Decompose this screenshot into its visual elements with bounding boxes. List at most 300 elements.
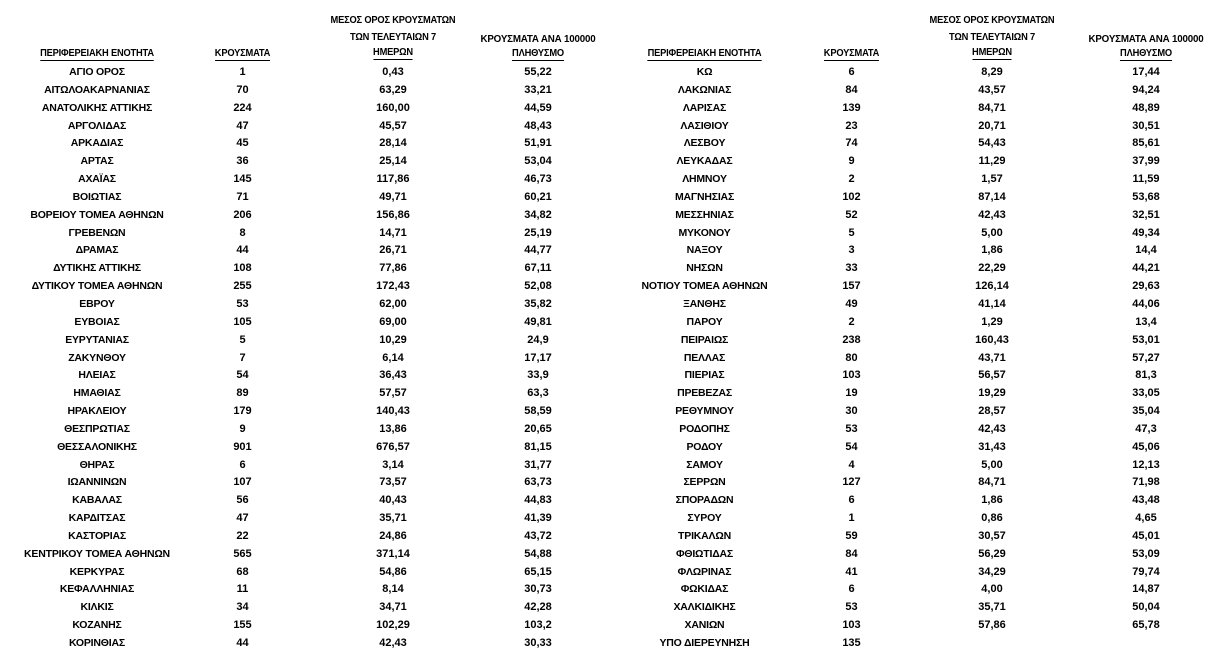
table-row	[0, 332, 610, 350]
avg-7day-cell: 57,86	[978, 619, 1006, 632]
table-row	[612, 599, 1222, 617]
avg-7day-cell: 77,86	[379, 262, 407, 275]
avg-7day-cell: 24,86	[379, 529, 407, 542]
table-row	[0, 385, 610, 403]
region-cell: ΚΕΝΤΡΙΚΟΥ ΤΟΜΕΑ ΑΘΗΝΩΝ	[24, 547, 170, 560]
table-row	[0, 492, 610, 510]
avg-7day-cell: 35,71	[978, 601, 1006, 614]
per-100k-cell: 50,04	[1132, 601, 1160, 614]
cases-cell: 157	[842, 280, 861, 293]
avg-7day-cell: 42,43	[978, 208, 1006, 221]
cases-cell: 4	[848, 458, 855, 471]
avg-7day-cell: 43,71	[978, 351, 1006, 364]
region-cell: ΠΕΙΡΑΙΩΣ	[680, 333, 729, 346]
avg-7day-cell: 156,86	[376, 208, 410, 221]
avg-7day-cell: 5,00	[981, 458, 1003, 471]
region-cell: ΠΙΕΡΙΑΣ	[684, 369, 725, 382]
region-cell: ΔΡΑΜΑΣ	[75, 244, 119, 257]
avg-7day-cell: 45,57	[379, 119, 407, 132]
table-row	[0, 457, 610, 475]
per-100k-cell: 81,3	[1135, 369, 1157, 382]
avg-7day-cell: 1,86	[981, 244, 1003, 257]
avg-header-line2: ΤΩΝ ΤΕΛΕΥΤΑΙΩΝ 7	[349, 32, 436, 43]
region-cell: ΣΑΜΟΥ	[686, 458, 723, 471]
per-100k-cell: 57,27	[1132, 351, 1160, 364]
region-cell: ΚΟΡΙΝΘΙΑΣ	[69, 637, 125, 649]
per100k-header-line2: ΠΛΗΘΥΣΜΟ	[1120, 48, 1172, 59]
per-100k-cell: 53,68	[1132, 190, 1160, 203]
avg-7day-cell: 0,86	[981, 512, 1003, 525]
per-100k-cell: 44,21	[1132, 262, 1160, 275]
cases-cell: 11	[236, 583, 249, 596]
region-cell: ΡΟΔΟΠΗΣ	[679, 422, 730, 435]
per-100k-cell: 48,43	[524, 119, 552, 132]
table-row	[0, 82, 610, 100]
cases-cell: 7	[239, 351, 246, 364]
per-100k-cell: 31,77	[524, 458, 552, 471]
avg-7day-cell: 1,57	[981, 173, 1003, 186]
table-row	[0, 207, 610, 225]
cases-cell: 127	[842, 476, 861, 489]
region-cell: ΗΜΑΘΙΑΣ	[73, 387, 121, 400]
region-cell: ΣΥΡΟΥ	[687, 512, 722, 525]
per-100k-cell: 43,48	[1132, 494, 1160, 507]
avg-7day-cell: 10,29	[379, 333, 407, 346]
region-cell: ΦΘΙΩΤΙΔΑΣ	[675, 547, 734, 560]
table-row	[0, 599, 610, 617]
region-cell: ΡΕΘΥΜΝΟΥ	[675, 405, 734, 418]
region-cell: ΜΕΣΣΗΝΙΑΣ	[675, 208, 734, 221]
region-cell: ΑΡΓΟΛΙΔΑΣ	[67, 119, 127, 132]
avg-7day-cell: 1,86	[981, 494, 1003, 507]
avg-7day-cell: 54,43	[978, 137, 1006, 150]
avg-header	[908, 15, 1075, 60]
table-row	[612, 367, 1222, 385]
per-100k-cell: 32,51	[1132, 208, 1160, 221]
cases-cell: 135	[842, 637, 861, 649]
per-100k-cell: 94,24	[1132, 83, 1160, 96]
avg-7day-cell: 40,43	[379, 494, 407, 507]
region-cell: ΘΗΡΑΣ	[79, 458, 115, 471]
avg-7day-cell: 6,14	[382, 351, 404, 364]
table-row	[0, 350, 610, 368]
avg-7day-cell: 3,14	[382, 458, 404, 471]
cases-cell: 84	[845, 83, 858, 96]
left-table-header	[0, 0, 610, 64]
per-100k-cell: 30,73	[524, 583, 552, 596]
per-100k-cell: 30,33	[524, 637, 552, 649]
table-row	[612, 492, 1222, 510]
region-cell: ΛΑΣΙΘΙΟΥ	[680, 119, 729, 132]
cases-cell: 103	[842, 619, 861, 632]
avg-7day-cell: 26,71	[379, 244, 407, 257]
per-100k-cell: 11,59	[1132, 173, 1160, 186]
region-cell: ΑΧΑΪΑΣ	[78, 173, 116, 186]
table-row	[612, 118, 1222, 136]
table-row	[0, 367, 610, 385]
avg-header-line2: ΤΩΝ ΤΕΛΕΥΤΑΙΩΝ 7	[948, 32, 1035, 43]
per-100k-cell: 33,05	[1132, 387, 1160, 400]
avg-7day-cell: 43,57	[978, 83, 1006, 96]
cases-cell: 56	[236, 494, 249, 507]
cases-cell: 238	[842, 333, 861, 346]
avg-header-line3: ΗΜΕΡΩΝ	[373, 47, 413, 58]
per-100k-cell: 29,63	[1132, 280, 1160, 293]
avg-7day-cell: 42,43	[978, 422, 1006, 435]
region-header: ΠΕΡΙΦΕΡΕΙΑΚΗ ΕΝΟΤΗΤΑ	[40, 48, 154, 59]
region-cell: ΚΟΖΑΝΗΣ	[72, 619, 122, 632]
cases-cell: 5	[239, 333, 246, 346]
region-cell: ΧΑΛΚΙΔΙΚΗΣ	[673, 601, 736, 614]
region-cell: ΑΡΤΑΣ	[80, 155, 114, 168]
region-cell: ΛΑΚΩΝΙΑΣ	[677, 83, 732, 96]
table-row	[0, 421, 610, 439]
cases-cell: 2	[848, 173, 855, 186]
cases-cell: 9	[239, 422, 246, 435]
per-100k-cell: 33,9	[527, 369, 549, 382]
cases-cell: 23	[845, 119, 858, 132]
avg-header-line1: ΜΕΣΟΣ ΟΡΟΣ ΚΡΟΥΣΜΑΤΩΝ	[330, 15, 456, 26]
avg-7day-cell: 84,71	[978, 101, 1006, 114]
table-row	[612, 278, 1222, 296]
region-cell: ΝΗΣΩΝ	[686, 262, 723, 275]
avg-7day-cell: 63,29	[379, 83, 407, 96]
per-100k-cell: 63,3	[527, 387, 549, 400]
cases-cell: 8	[239, 226, 246, 239]
cases-cell: 1	[239, 66, 246, 78]
avg-7day-cell: 35,71	[379, 512, 407, 525]
per-100k-cell: 42,28	[524, 601, 552, 614]
region-cell: ΝΟΤΙΟΥ ΤΟΜΕΑ ΑΘΗΝΩΝ	[641, 280, 768, 293]
table-row	[0, 635, 610, 653]
avg-7day-cell: 1,29	[981, 315, 1003, 328]
cases-cell: 102	[842, 190, 861, 203]
region-cell: ΤΡΙΚΑΛΩΝ	[678, 529, 731, 542]
per-100k-cell: 35,04	[1132, 405, 1160, 418]
region-cell: ΚΕΦΑΛΛΗΝΙΑΣ	[59, 583, 135, 596]
avg-7day-cell: 69,00	[379, 315, 407, 328]
cases-cell: 5	[848, 226, 855, 239]
cases-cell: 36	[236, 155, 249, 168]
per100k-header	[471, 33, 605, 61]
table-row	[612, 64, 1222, 82]
per-100k-cell: 48,89	[1132, 101, 1160, 114]
cases-cell: 54	[845, 440, 858, 453]
per-100k-cell: 53,01	[1132, 333, 1160, 346]
avg-7day-cell: 20,71	[978, 119, 1006, 132]
avg-7day-cell: 126,14	[975, 280, 1009, 293]
avg-7day-cell: 56,29	[978, 547, 1006, 560]
region-cell: ΚΑΡΔΙΤΣΑΣ	[68, 512, 126, 525]
cases-cell: 108	[233, 262, 252, 275]
avg-7day-cell: 8,14	[382, 583, 404, 596]
avg-7day-cell: 0,43	[382, 66, 404, 78]
per-100k-cell: 63,73	[524, 476, 552, 489]
per-100k-cell: 103,2	[524, 619, 552, 632]
cases-cell: 206	[233, 208, 252, 221]
per-100k-cell: 13,4	[1135, 315, 1157, 328]
per-100k-cell: 65,78	[1132, 619, 1160, 632]
table-row	[0, 546, 610, 564]
avg-7day-cell: 19,29	[978, 387, 1006, 400]
table-row	[0, 617, 610, 635]
cases-cell: 44	[236, 244, 249, 257]
table-row	[612, 617, 1222, 635]
per-100k-cell: 34,82	[524, 208, 552, 221]
region-cell: ΑΝΑΤΟΛΙΚΗΣ ΑΤΤΙΚΗΣ	[41, 101, 153, 114]
avg-7day-cell: 34,71	[379, 601, 407, 614]
cases-cell: 53	[236, 297, 249, 310]
cases-cell: 44	[236, 637, 249, 649]
avg-7day-cell: 30,57	[978, 529, 1006, 542]
cases-header: ΚΡΟΥΣΜΑΤΑ	[823, 48, 880, 59]
right-table-header	[612, 0, 1222, 64]
region-cell: ΞΑΝΘΗΣ	[683, 297, 726, 310]
cases-cell: 30	[845, 405, 858, 418]
per-100k-cell: 44,83	[524, 494, 552, 507]
region-cell: ΧΑΝΙΩΝ	[684, 619, 725, 632]
table-row	[612, 332, 1222, 350]
table-row	[612, 439, 1222, 457]
table-row	[0, 403, 610, 421]
table-row	[612, 100, 1222, 118]
table-row	[612, 296, 1222, 314]
avg-7day-cell: 34,29	[978, 565, 1006, 578]
region-cell: ΝΑΞΟΥ	[686, 244, 723, 257]
cases-cell: 9	[848, 155, 855, 168]
cases-cell: 2	[848, 315, 855, 328]
cases-cell: 19	[845, 387, 858, 400]
table-row	[612, 135, 1222, 153]
cases-cell: 1	[848, 512, 855, 525]
table-row	[612, 581, 1222, 599]
region-cell: ΗΛΕΙΑΣ	[78, 369, 116, 382]
cases-cell: 155	[233, 619, 252, 632]
cases-cell: 34	[236, 601, 249, 614]
region-cell: ΙΩΑΝΝΙΝΩΝ	[67, 476, 127, 489]
table-row	[612, 225, 1222, 243]
per-100k-cell: 49,34	[1132, 226, 1160, 239]
region-cell: ΛΕΣΒΟΥ	[683, 137, 726, 150]
cases-cell: 71	[236, 190, 249, 203]
cases-cell: 6	[239, 458, 246, 471]
cases-cell: 139	[842, 101, 861, 114]
per-100k-cell: 54,88	[524, 547, 552, 560]
cases-cell: 105	[233, 315, 252, 328]
avg-7day-cell: 160,00	[376, 101, 410, 114]
table-row	[612, 260, 1222, 278]
region-cell: ΥΠΟ ΔΙΕΡΕΥΝΗΣΗ	[659, 637, 750, 649]
table-row	[0, 189, 610, 207]
cases-cell: 41	[845, 565, 858, 578]
avg-7day-cell: 102,29	[376, 619, 410, 632]
table-row	[0, 474, 610, 492]
avg-7day-cell: 41,14	[978, 297, 1006, 310]
cases-cell: 107	[233, 476, 252, 489]
region-cell: ΚΕΡΚΥΡΑΣ	[69, 565, 125, 578]
region-cell: ΠΑΡΟΥ	[686, 315, 723, 328]
per-100k-cell: 46,73	[524, 173, 552, 186]
cases-cell: 70	[236, 83, 249, 96]
per-100k-cell: 52,08	[524, 280, 552, 293]
avg-7day-cell: 28,14	[379, 137, 407, 150]
table-row	[612, 510, 1222, 528]
per-100k-cell: 55,22	[524, 66, 552, 78]
avg-7day-cell: 11,29	[978, 155, 1006, 168]
cases-cell: 89	[236, 387, 249, 400]
avg-7day-cell: 31,43	[978, 440, 1006, 453]
region-cell: ΣΕΡΡΩΝ	[683, 476, 726, 489]
avg-7day-cell: 62,00	[379, 297, 407, 310]
per-100k-cell: 20,65	[524, 422, 552, 435]
per100k-header-line1: ΚΡΟΥΣΜΑΤΑ ΑΝΑ 100000	[480, 33, 596, 45]
per-100k-cell: 4,65	[1135, 512, 1157, 525]
region-cell: ΕΥΡΥΤΑΝΙΑΣ	[65, 333, 129, 346]
region-cell: ΑΓΙΟ ΟΡΟΣ	[69, 66, 125, 78]
table-row	[612, 474, 1222, 492]
table-row	[612, 528, 1222, 546]
avg-7day-cell: 160,43	[975, 333, 1009, 346]
region-cell: ΗΡΑΚΛΕΙΟΥ	[67, 405, 127, 418]
table-row	[0, 581, 610, 599]
table-row	[612, 171, 1222, 189]
per100k-header-line2: ΠΛΗΘΥΣΜΟ	[512, 48, 564, 59]
region-cell: ΑΡΚΑΔΙΑΣ	[70, 137, 124, 150]
table-row	[612, 189, 1222, 207]
avg-7day-cell: 56,57	[978, 369, 1006, 382]
per-100k-cell: 14,4	[1135, 244, 1157, 257]
cases-cell: 6	[848, 494, 855, 507]
table-row	[0, 118, 610, 136]
cases-cell: 255	[233, 280, 252, 293]
avg-7day-cell: 22,29	[978, 262, 1006, 275]
avg-7day-cell: 140,43	[376, 405, 410, 418]
per-100k-cell: 25,19	[524, 226, 552, 239]
table-row	[0, 153, 610, 171]
region-cell: ΛΑΡΙΣΑΣ	[682, 101, 727, 114]
per-100k-cell: 47,3	[1135, 422, 1157, 435]
per100k-header-line1: ΚΡΟΥΣΜΑΤΑ ΑΝΑ 100000	[1088, 33, 1204, 45]
per-100k-cell: 41,39	[524, 512, 552, 525]
avg-7day-cell: 54,86	[379, 565, 407, 578]
avg-7day-cell: 87,14	[978, 190, 1006, 203]
region-cell: ΖΑΚΥΝΘΟΥ	[68, 351, 126, 364]
per-100k-cell: 45,06	[1132, 440, 1160, 453]
cases-cell: 54	[236, 369, 249, 382]
avg-7day-cell: 57,57	[379, 387, 407, 400]
region-cell: ΔΥΤΙΚΗΣ ΑΤΤΙΚΗΣ	[53, 262, 141, 275]
per-100k-cell: 79,74	[1132, 565, 1160, 578]
cases-cell: 179	[233, 405, 252, 418]
per-100k-cell: 58,59	[524, 405, 552, 418]
avg-7day-cell: 4,00	[981, 583, 1003, 596]
avg-7day-cell: 14,71	[379, 226, 407, 239]
cases-cell: 68	[236, 565, 249, 578]
region-cell: ΚΑΣΤΟΡΙΑΣ	[68, 529, 126, 542]
cases-cell: 565	[233, 547, 252, 560]
cases-cell: 84	[845, 547, 858, 560]
avg-7day-cell: 49,71	[379, 190, 407, 203]
per-100k-cell: 81,15	[524, 440, 552, 453]
per-100k-cell	[1070, 635, 1222, 653]
avg-7day-cell: 5,00	[981, 226, 1003, 239]
region-cell: ΚΩ	[696, 66, 713, 78]
per-100k-cell: 33,21	[524, 83, 552, 96]
cases-cell: 103	[842, 369, 861, 382]
cases-cell: 52	[845, 208, 858, 221]
region-cell: ΛΗΜΝΟΥ	[682, 173, 727, 186]
region-cell: ΦΩΚΙΔΑΣ	[680, 583, 729, 596]
table-row	[612, 457, 1222, 475]
table-row	[612, 403, 1222, 421]
per-100k-cell: 53,09	[1132, 547, 1160, 560]
table-row	[0, 528, 610, 546]
table-row	[612, 82, 1222, 100]
table-row	[0, 242, 610, 260]
per-100k-cell: 44,77	[524, 244, 552, 257]
region-cell: ΚΙΛΚΙΣ	[80, 601, 114, 614]
table-row	[0, 314, 610, 332]
table-row	[0, 278, 610, 296]
cases-cell: 3	[848, 244, 855, 257]
cases-cell: 33	[845, 262, 858, 275]
cases-cell: 901	[233, 440, 252, 453]
per-100k-cell: 49,81	[524, 315, 552, 328]
per100k-header	[1075, 33, 1216, 61]
region-cell: ΘΕΣΠΡΩΤΙΑΣ	[64, 422, 130, 435]
table-row	[612, 635, 1222, 653]
table-row	[612, 564, 1222, 582]
cases-cell: 6	[848, 583, 855, 596]
per-100k-cell: 67,11	[524, 262, 552, 275]
cases-cell: 6	[848, 66, 855, 78]
table-row	[612, 207, 1222, 225]
cases-cell: 145	[233, 173, 252, 186]
per-100k-cell: 85,61	[1132, 137, 1160, 150]
table-row	[612, 242, 1222, 260]
avg-7day-cell: 36,43	[379, 369, 407, 382]
per-100k-cell: 44,59	[524, 101, 552, 114]
region-cell: ΦΛΩΡΙΝΑΣ	[677, 565, 732, 578]
avg-7day-cell: 25,14	[379, 155, 407, 168]
table-row	[612, 350, 1222, 368]
region-cell: ΜΥΚΟΝΟΥ	[678, 226, 731, 239]
per-100k-cell: 17,17	[524, 351, 552, 364]
avg-7day-cell: 676,57	[376, 440, 410, 453]
avg-7day-cell	[912, 635, 1072, 653]
region-cell: ΚΑΒΑΛΑΣ	[72, 494, 122, 507]
avg-7day-cell: 73,57	[379, 476, 407, 489]
table-row	[612, 421, 1222, 439]
cases-header: ΚΡΟΥΣΜΑΤΑ	[214, 48, 271, 59]
region-cell: ΡΟΔΟΥ	[686, 440, 723, 453]
table-row	[0, 100, 610, 118]
table-row	[0, 225, 610, 243]
region-cell: ΑΙΤΩΛΟΑΚΑΡΝΑΝΙΑΣ	[44, 83, 150, 96]
region-cell: ΕΒΡΟΥ	[79, 297, 115, 310]
avg-7day-cell: 172,43	[376, 280, 410, 293]
per-100k-cell: 44,06	[1132, 297, 1160, 310]
per-100k-cell: 17,44	[1132, 66, 1160, 78]
per-100k-cell: 60,21	[524, 190, 552, 203]
cases-cell: 74	[845, 137, 858, 150]
region-cell: ΓΡΕΒΕΝΩΝ	[68, 226, 126, 239]
region-cell: ΒΟΙΩΤΙΑΣ	[72, 190, 122, 203]
table-row	[0, 296, 610, 314]
avg-7day-cell: 42,43	[379, 637, 407, 649]
cases-cell: 80	[845, 351, 858, 364]
per-100k-cell: 37,99	[1132, 155, 1160, 168]
